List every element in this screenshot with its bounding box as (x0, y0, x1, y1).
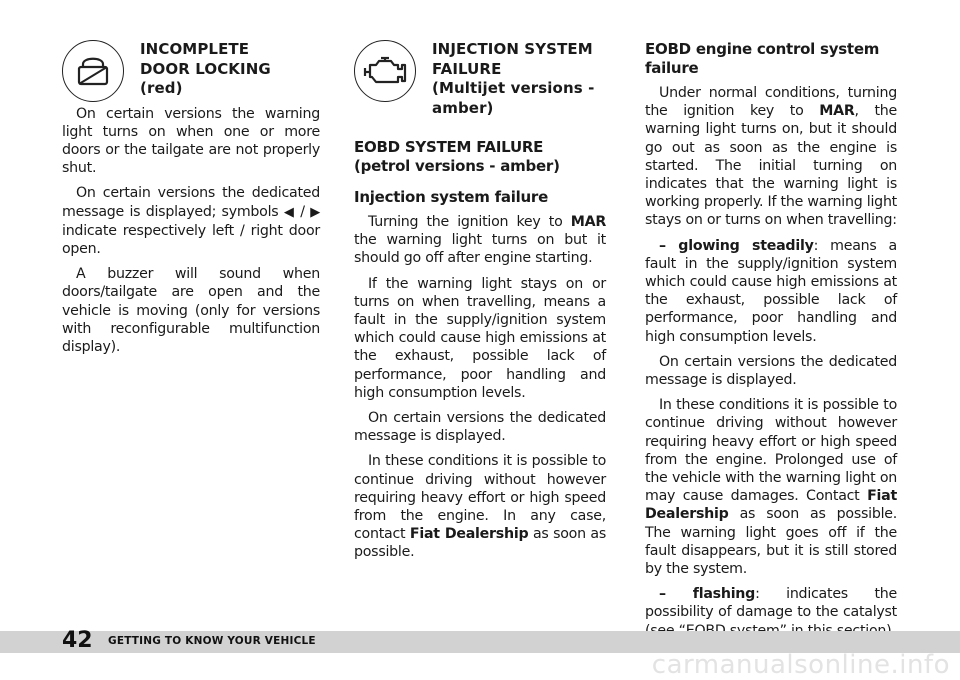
watermark: carmanualsonline.info (651, 650, 950, 680)
door-locking-paragraph-2: On certain versions the dedicated message is displayed; symbols ◀ / ▶ indicate respectively left / right door open. (62, 185, 321, 257)
injection-paragraph-3: On certain versions the dedicated message is displayed. (354, 410, 606, 445)
column-door-locking (62, 40, 320, 363)
eobd-engine-control-heading: EOBD engine control system failure (645, 40, 880, 77)
eobd-paragraph-4: In these conditions it is possible to continue driving without however requiring heavy effort or high speed from the engine. Prolonged use of the vehicle with the warning light on may cause damages. Contact Fiat Dealership as soon as possible. The warning light goes off if the fault disappears, but it is still stored by the system. (645, 397, 898, 578)
page-number: 42 (62, 628, 93, 653)
injection-system-failure-subheading: Injection system failure (354, 188, 548, 206)
injection-paragraph-1: Turning the ignition key to MAR the warning light turns on but it should go off after engine starting. (354, 214, 606, 267)
door-locking-paragraph-1: On certain versions the warning light turns on when one or more doors or the tailgate are not properly shut. (62, 105, 320, 177)
door-locking-heading: INCOMPLETE DOOR LOCKING (red) (140, 40, 271, 97)
column-injection-failure (354, 40, 606, 569)
section-title: GETTING TO KNOW YOUR VEHICLE (108, 635, 316, 647)
arrow-right-icon: ▶ (310, 204, 321, 220)
eobd-system-failure-heading: EOBD SYSTEM FAILURE (petrol versions - amber) (354, 138, 560, 175)
arrow-left-icon: ◀ (283, 204, 295, 220)
eobd-paragraph-1: Under normal conditions, turning the ignition key to MAR, the warning light turns on, but it should go out as soon as the engine is started. The initial turning on indicates that the warning light is working properly. If the warning light stays on or turns on when travelling: (645, 85, 897, 229)
eobd-paragraph-3: On certain versions the dedicated message is displayed. (645, 353, 897, 389)
eobd-paragraph-flashing: – flashing: indicates the possibility of damage to the catalyst (645, 586, 897, 621)
eobd-paragraph-steady: – glowing steadily: means a fault in the supply/ignition system which could cause high emissions at the exhaust, possible lack of performance, poor handling and high consumption levels. (645, 237, 897, 345)
column-eobd-engine-control (645, 40, 897, 647)
door-locking-paragraph-3: A buzzer will sound when doors/tailgate are open and the vehicle is moving (only for versions with reconfigurable multifunction display). (62, 266, 320, 355)
injection-paragraph-2: If the warning light stays on or turns on when travelling, means a fault in the supply/ignition system which could cause high emissions at the exhaust, possible lack of performance, poor handling and high consumption levels. (354, 275, 606, 401)
injection-failure-heading: INJECTION SYSTEM FAILURE (Multijet versions - amber) (432, 40, 595, 117)
injection-paragraph-4: In these conditions it is possible to continue driving without however requiring heavy effort or high speed from the engine. In any case, contact Fiat Dealership as soon as possible. (354, 453, 606, 561)
